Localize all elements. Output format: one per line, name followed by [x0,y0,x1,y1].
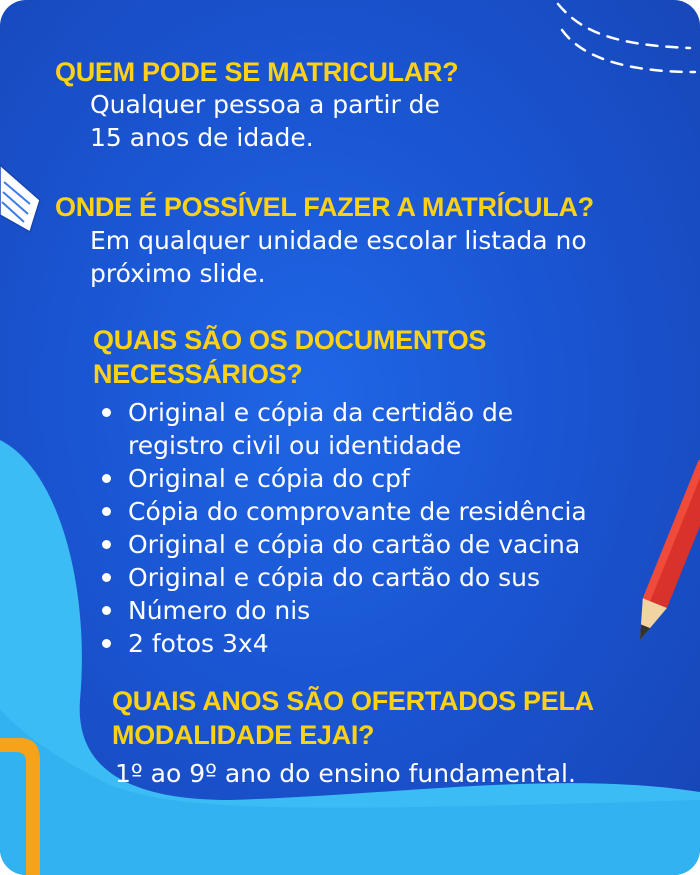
bullet-icon [102,606,111,615]
item-text: registro civil ou identidade [128,431,462,460]
bullet-icon [102,639,111,648]
list-item [100,462,620,495]
list-item [100,561,620,594]
pencil-icon [610,460,700,660]
question-line: QUAIS SÃO OS DOCUMENTOS [93,325,487,355]
bullet-icon [102,408,111,417]
list-item [100,495,620,528]
answer-offered-years: 1º ao 9º ano do ensino fundamental. [115,759,576,788]
question-line: MODALIDADE EJAI? [112,720,375,750]
item-text: Número do nis [128,596,311,625]
answer-who-can-enroll [90,88,440,154]
item-text: Original e cópia do cartão de vacina [128,530,581,559]
orange-shape [0,730,60,875]
question-line: QUAIS ANOS SÃO OFERTADOS PELA [112,686,594,716]
list-item [100,396,620,462]
bullet-icon [102,507,111,516]
item-text: Original e cópia do cpf [128,464,410,493]
item-text: Original e cópia do cartão do sus [128,563,541,592]
list-item [100,594,620,627]
question-who-can-enroll: QUEM PODE SE MATRICULAR? [55,57,459,87]
question-where-to-enroll: ONDE É POSSÍVEL FAZER A MATRÍCULA? [55,192,594,222]
bullet-icon [102,573,111,582]
answer-line: próximo slide. [90,259,266,288]
answer-line: Em qualquer unidade escolar listada no [90,226,587,255]
dashed-lines-icon [540,0,700,90]
question-required-documents [93,323,486,391]
item-text: Cópia do comprovante de residência [128,497,587,526]
list-item [100,627,620,660]
answer-line: 15 anos de idade. [90,123,314,152]
list-item [100,528,620,561]
answer-where-to-enroll [90,224,587,290]
bullet-icon [102,540,111,549]
item-text: 2 fotos 3x4 [128,629,269,658]
notebook-icon [0,160,50,235]
documents-list [100,396,620,660]
item-text: Original e cópia da certidão de [128,398,514,427]
question-line: NECESSÁRIOS? [93,359,303,389]
bullet-icon [102,474,111,483]
question-offered-years [112,684,594,752]
answer-line: Qualquer pessoa a partir de [90,90,440,119]
